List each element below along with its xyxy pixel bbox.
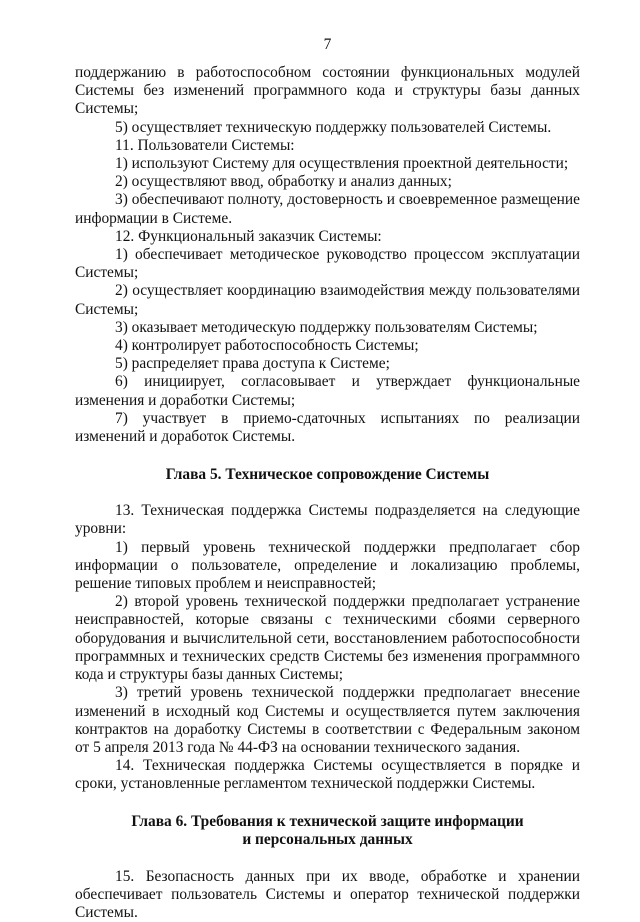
chapter-heading-line: Глава 6. Требования к технической защите информации — [131, 812, 524, 830]
paragraph: 1) обеспечивает методическое руководство процессом эксплуатации Системы; — [75, 246, 580, 282]
paragraph: 1) используют Систему для осуществления проектной деятельности; — [115, 155, 569, 173]
paragraph: 5) осуществляет техническую поддержку пользователей Системы. — [115, 118, 552, 136]
paragraph: 2) осуществляют ввод, обработку и анализ данных; — [115, 173, 452, 191]
paragraph: поддержанию в работоспособном состоянии функциональных модулей Системы без изменений программного кода и структуры базы данных Системы; — [75, 64, 580, 118]
paragraph: 1) первый уровень технической поддержки предполагает сбор информации о пользователе, определение и локализацию проблемы, решение типовых проблем и неисправностей; — [75, 538, 580, 593]
paragraph: 5) распределяет права доступа к Системе; — [115, 355, 390, 373]
paragraph: 2) осуществляет координацию взаимодействия между пользователями Системы; — [75, 282, 580, 318]
chapter-heading — [75, 466, 580, 484]
paragraph: 3) третий уровень технической поддержки предполагает внесение изменений в исходный код Системы и осуществляется путем заключения контрактов на доработку Системы в соответствии с Федеральным законом от 5 апреля 2013 года № 44-ФЗ на основании технического задания. — [75, 684, 580, 756]
page-number: 7 — [323, 36, 332, 53]
paragraph: 7) участвует в приемо-сдаточных испытаниях по реализации изменений и доработок Системы. — [75, 409, 580, 446]
document-body — [75, 64, 580, 922]
chapter-heading-line: Глава 5. Техническое сопровождение Системы — [165, 466, 490, 484]
chapter-heading-line: и персональных данных — [242, 830, 413, 848]
paragraph: 3) оказывает методическую поддержку пользователям Системы; — [115, 318, 538, 336]
document-page — [75, 36, 580, 922]
paragraph: 14. Техническая поддержка Системы осуществляется в порядке и сроки, установленные регламентом технической поддержки Системы. — [75, 757, 580, 793]
paragraph: 12. Функциональный заказчик Системы: — [115, 227, 382, 245]
paragraph: 11. Пользователи Системы: — [115, 136, 295, 154]
paragraph: 15. Безопасность данных при их вводе, обработке и хранении обеспечивает пользователь Системы и оператор технической поддержки Системы. — [75, 867, 580, 921]
paragraph: 6) инициирует, согласовывает и утверждает функциональные изменения и доработки Системы; — [75, 373, 580, 409]
chapter-heading — [75, 813, 580, 849]
paragraph: 13. Техническая поддержка Системы подразделяется на следующие уровни: — [75, 502, 580, 538]
paragraph: 4) контролирует работоспособность Системы; — [115, 337, 419, 355]
paragraph: 2) второй уровень технической поддержки предполагает устранение неисправностей, которые связаны с техническими сбоями серверного оборудования и вычислительной сети, восстановлением работоспособности программных и технических средств Системы без изменения программного кода и структуры базы данных Системы; — [75, 593, 580, 684]
paragraph: 3) обеспечивают полноту, достоверность и своевременное размещение информации в Системе. — [75, 191, 580, 227]
